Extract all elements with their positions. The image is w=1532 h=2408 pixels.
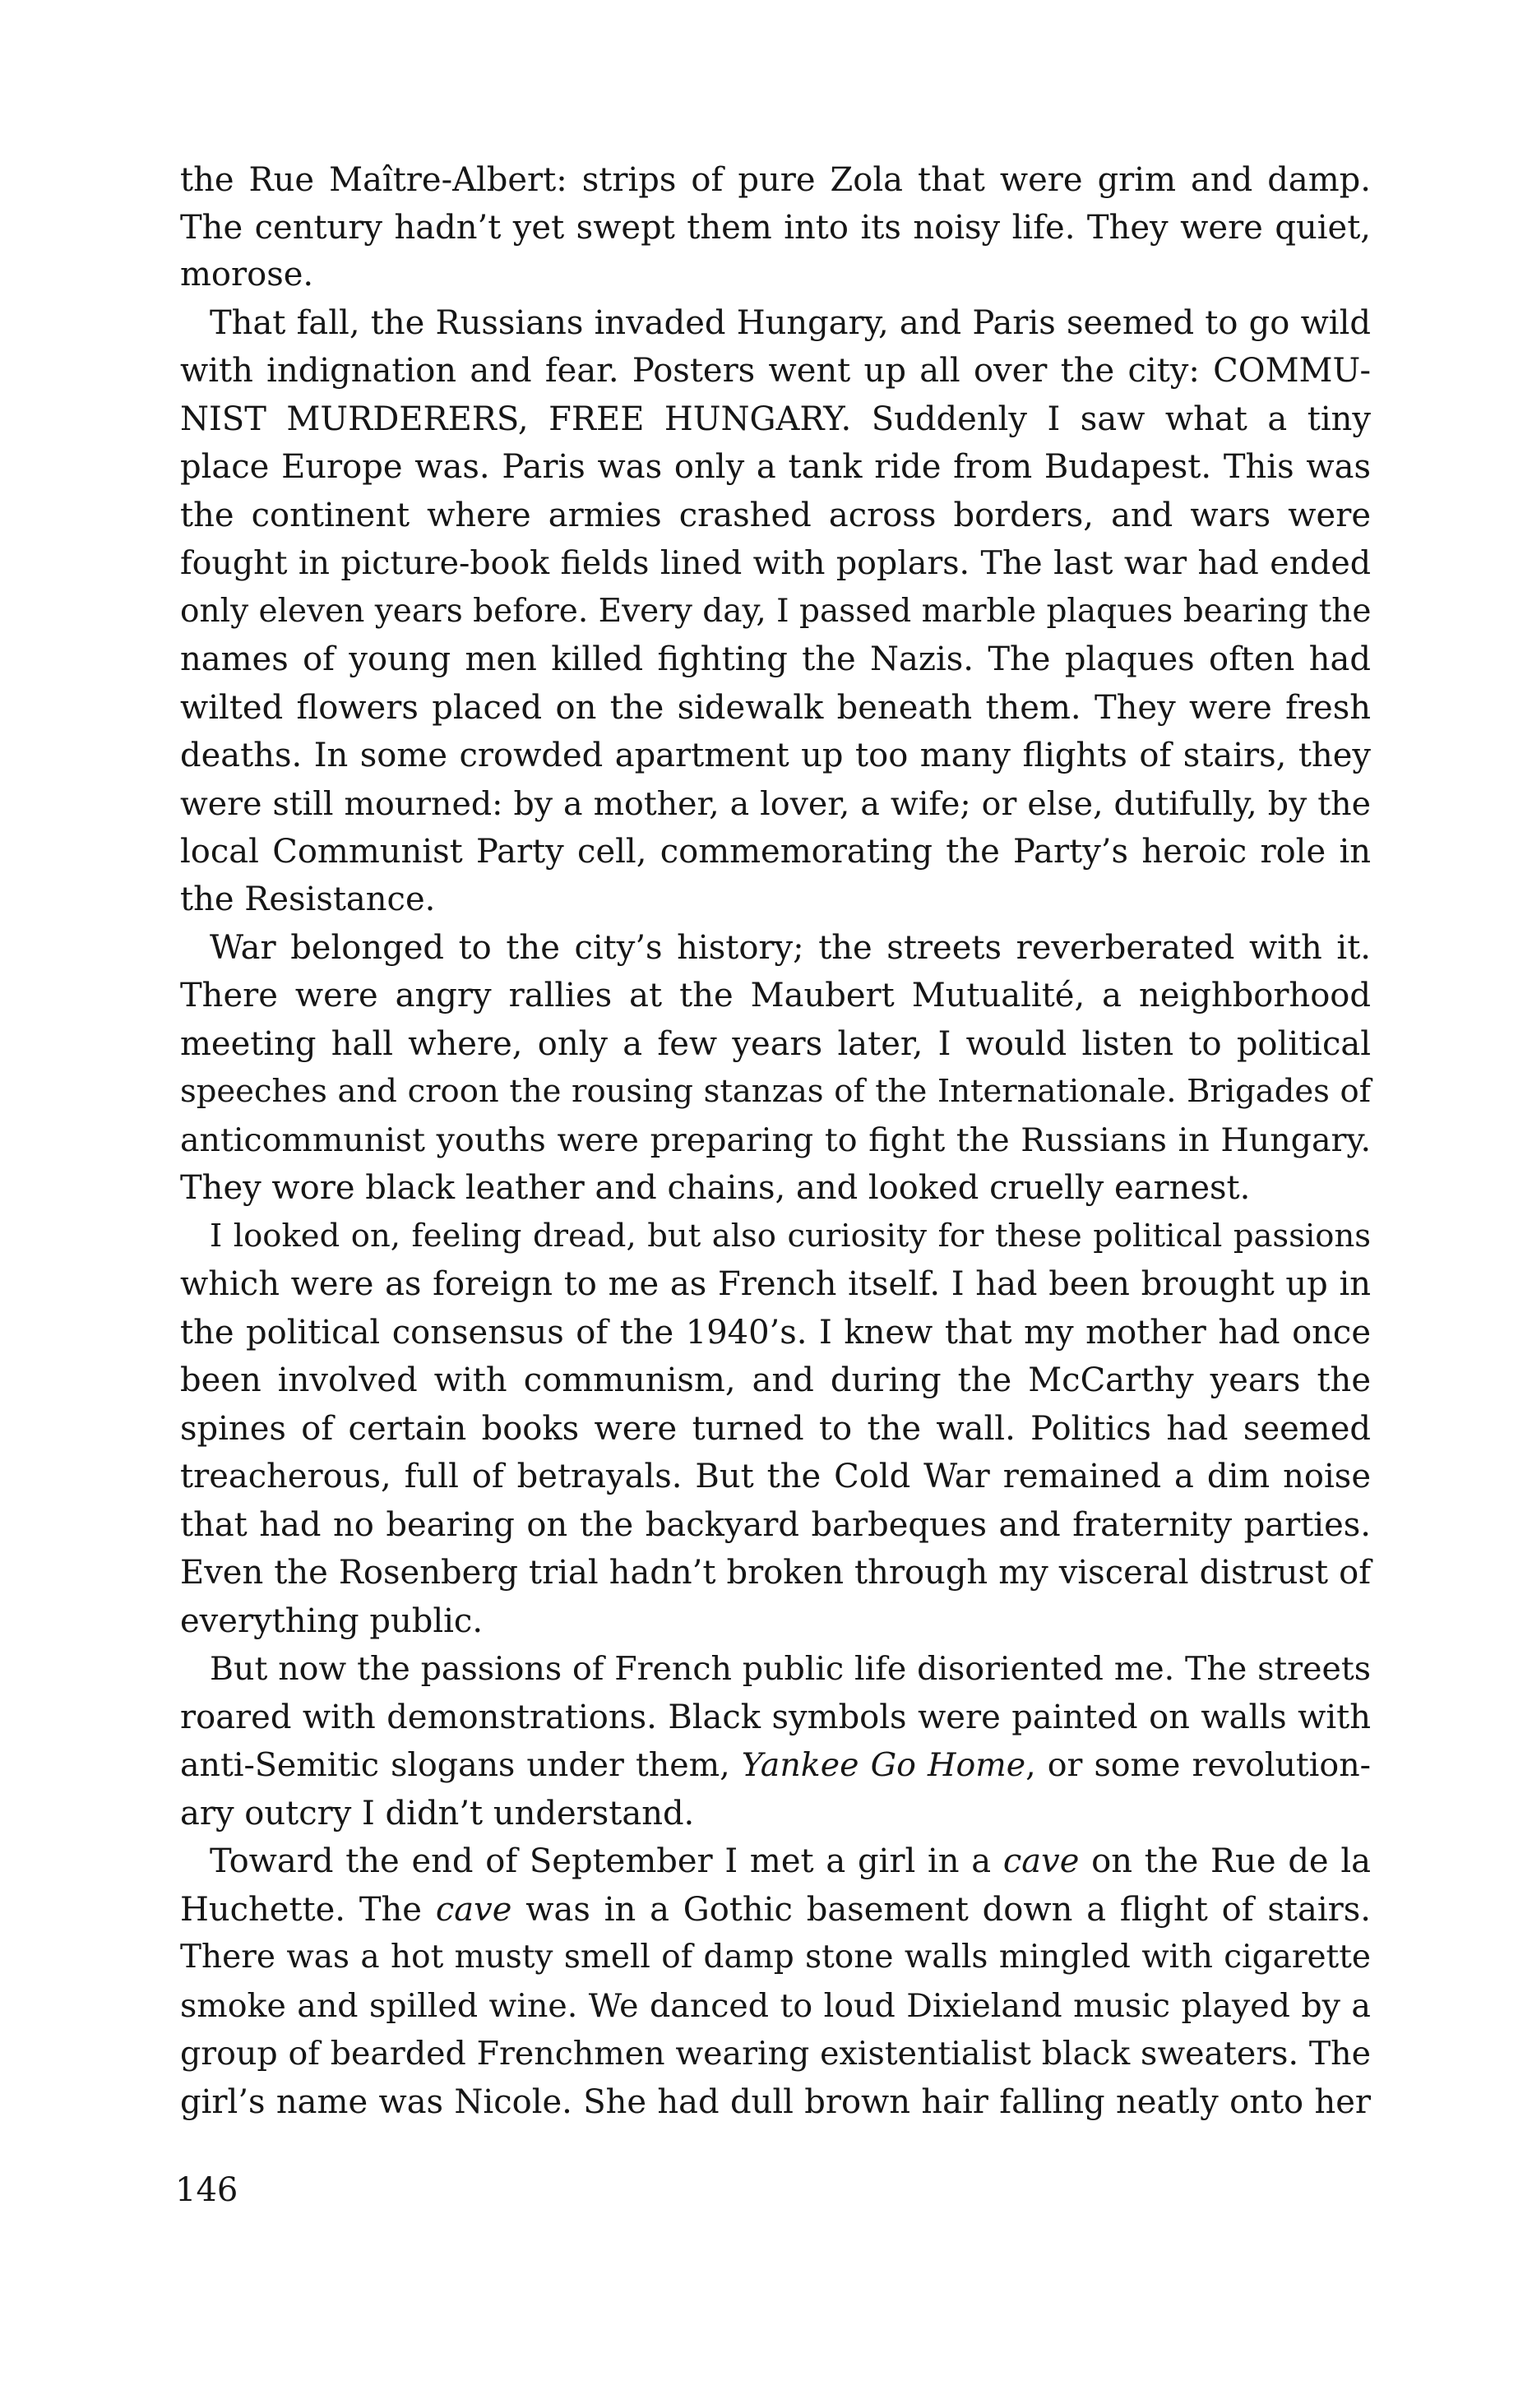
text-line: the Resistance. [180, 880, 436, 918]
text-line: Huchette. The cave was in a Gothic basement down a flight of stairs. [180, 1891, 1372, 1929]
text-line: been involved with communism, and during the McCarthy years the [180, 1361, 1371, 1399]
text-line: only eleven years before. Every day, I passed marble plaques bearing the [180, 593, 1372, 630]
text-line: place Europe was. Paris was only a tank ride from Budapest. This was [180, 448, 1371, 486]
text-line: There was a hot musty smell of damp stone walls mingled with cigarette [180, 1939, 1371, 1976]
text-line: fought in picture-book fields lined with poplars. The last war had ended [180, 544, 1371, 582]
text-line: War belonged to the city’s history; the streets reverberated with it. [210, 929, 1371, 967]
text-line: smoke and spilled wine. We danced to loud Dixieland music played by a [180, 1987, 1371, 2025]
text-line: roared with demonstrations. Black symbols were painted on walls with [180, 1699, 1371, 1736]
text-line: NIST MURDERERS, FREE HUNGARY. Suddenly I saw what a tiny [180, 400, 1371, 438]
text-line: wilted flowers placed on the sidewalk beneath them. They were fresh [180, 689, 1371, 727]
text-line: anti-Semitic slogans under them, Yankee Go Home, or some revolution- [180, 1746, 1371, 1784]
text-line: That fall, the Russians invaded Hungary, and Paris seemed to go wild [210, 304, 1371, 342]
text-line: The century hadn’t yet swept them into its noisy life. They were quiet, [180, 209, 1371, 247]
text-line: meeting hall where, only a few years later, I would listen to political [180, 1025, 1371, 1063]
text-line: speeches and croon the rousing stanzas of the Internationale. Brigades of [180, 1073, 1371, 1110]
text-line: ary outcry I didn’t understand. [180, 1795, 695, 1833]
text-line: anticommunist youths were preparing to fight the Russians in Hungary. [180, 1121, 1371, 1159]
text-line: local Communist Party cell, commemorating the Party’s heroic role in [180, 833, 1371, 871]
text-line: everything public. [180, 1602, 484, 1640]
text-line: But now the passions of French public life disoriented me. The streets [210, 1650, 1371, 1688]
text-line: the political consensus of the 1940’s. I knew that my mother had once [180, 1314, 1371, 1352]
text-line: that had no bearing on the backyard barbeques and fraternity parties. [180, 1506, 1371, 1544]
page-number: 146 [175, 2171, 238, 2209]
text-line: were still mourned: by a mother, a lover, a wife; or else, dutifully, by the [180, 785, 1371, 823]
text-line: There were angry rallies at the Maubert Mutualité, a neighborhood [180, 977, 1371, 1015]
text-line: group of bearded Frenchmen wearing existentialist black sweaters. The [180, 2035, 1371, 2073]
text-line: Even the Rosenberg trial hadn’t broken through my visceral distrust of [180, 1554, 1371, 1592]
text-line: the continent where armies crashed across borders, and wars were [180, 497, 1371, 534]
text-line: I looked on, feeling dread, but also curiosity for these political passions [210, 1218, 1371, 1255]
text-line: treacherous, full of betrayals. But the Cold War remained a dim noise [180, 1458, 1371, 1495]
text-line: spines of certain books were turned to the wall. Politics had seemed [180, 1410, 1371, 1448]
text-line: morose. [180, 256, 314, 293]
text-line: girl’s name was Nicole. She had dull brown hair falling neatly onto her [180, 2083, 1371, 2121]
text-line: deaths. In some crowded apartment up too many flights of stairs, they [180, 737, 1371, 774]
text-line: which were as foreign to me as French itself. I had been brought up in [180, 1265, 1371, 1303]
text-line: They wore black leather and chains, and looked cruelly earnest. [180, 1169, 1251, 1207]
text-line: names of young men killed fighting the Nazis. The plaques often had [180, 640, 1371, 678]
text-line: with indignation and fear. Posters went up all over the city: COMMU- [180, 352, 1371, 390]
text-line: the Rue Maître-Albert: strips of pure Zola that were grim and damp. [180, 161, 1371, 199]
text-line: Toward the end of September I met a girl in a cave on the Rue de la [210, 1842, 1371, 1880]
